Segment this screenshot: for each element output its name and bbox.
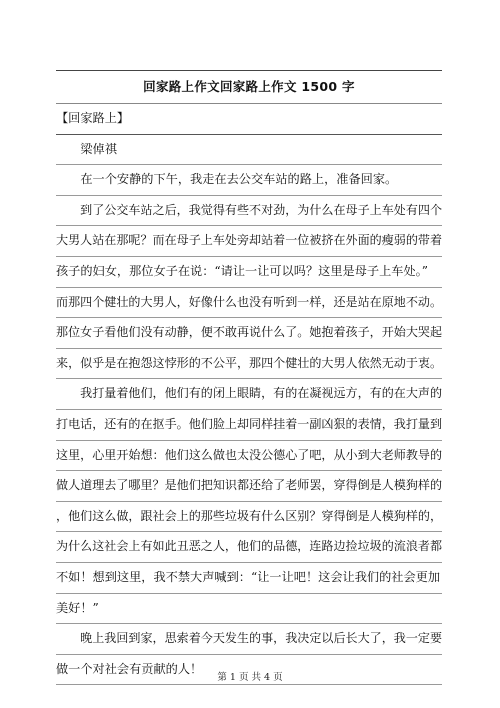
text-line: 我打量着他们，他们有的闭上眼睛，有的在凝视远方，有的在大声的 bbox=[56, 379, 442, 410]
text-line: 不如！想到这里，我不禁大声喊到：“让一让吧！这会让我们的社会更加 bbox=[56, 563, 442, 594]
text-line: 这里，心里开始想：他们这么做也太没公德心了吧，从小到大老师教导的 bbox=[56, 441, 442, 472]
text-line: 美好！” bbox=[56, 594, 442, 625]
text-line: 做人道理去了哪里？是他们把知识都还给了老师罢，穿得倒是人模狗样的 bbox=[56, 471, 442, 502]
text-line: 晚上我回到家，思索着今天发生的事，我决定以后长大了，我一定要 bbox=[56, 624, 442, 655]
text-line: 梁倬祺 bbox=[56, 135, 442, 166]
text-line: 孩子的妇女，那位女子在说：“请让一让可以吗？这里是母子上车处。” bbox=[56, 257, 442, 288]
text-line: 来，似乎是在抱怨这悖形的不公平，那四个健壮的大男人依然无动于衷。 bbox=[56, 349, 442, 380]
text-line: 【回家路上】 bbox=[56, 104, 442, 135]
text-line: 而那四个健壮的大男人，好像什么也没有听到一样，还是站在原地不动。 bbox=[56, 288, 442, 319]
document-title: 回家路上作文回家路上作文 1500 字 bbox=[56, 70, 442, 104]
text-line: 在一个安静的下午，我走在去公交车站的路上，准备回家。 bbox=[56, 165, 442, 196]
text-line: 那位女子看他们没有动静，便不敢再说什么了。她抱着孩子，开始大哭起 bbox=[56, 318, 442, 349]
text-line: 为什么这社会上有如此丑恶之人，他们的品德，连路边捡垃圾的流浪者都 bbox=[56, 532, 442, 563]
page-number: 第 1 页 共 4 页 bbox=[217, 672, 283, 683]
document-body bbox=[56, 104, 442, 685]
text-line: 做一个对社会有贡献的人！ bbox=[56, 655, 442, 686]
text-line: ，他们这么做，跟社会上的那些垃圾有什么区别？穿得倒是人模狗样的， bbox=[56, 502, 442, 533]
text-line: 到了公交车站之后，我觉得有些不对劲，为什么在母子上车处有四个 bbox=[56, 196, 442, 227]
text-line: 打电话，还有的在抠手。他们脸上却同样挂着一副凶狠的表情，我打量到 bbox=[56, 410, 442, 441]
text-line: 大男人站在那呢？而在母子上车处旁却站着一位被挤在外面的瘦弱的带着 bbox=[56, 226, 442, 257]
document-sheet bbox=[56, 70, 442, 685]
